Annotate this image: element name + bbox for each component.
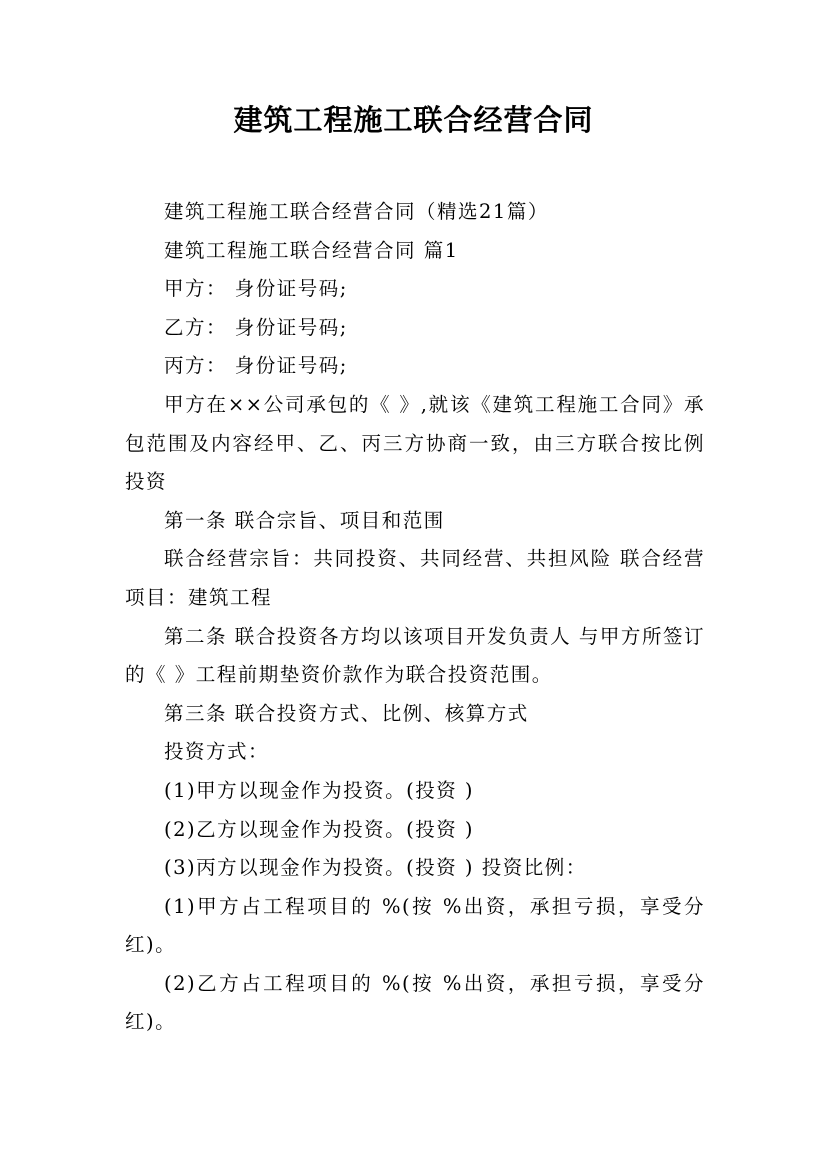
paragraph: (1)甲方以现金作为投资。(投资 )	[164, 778, 475, 802]
paragraph: 建筑工程施工联合经营合同 篇1	[164, 238, 459, 262]
paragraph: 甲方： 身份证号码;	[164, 277, 348, 301]
document-body	[125, 193, 705, 1042]
paragraph: 第三条 联合投资方式、比例、核算方式	[164, 701, 529, 725]
paragraph: (2)乙方占工程项目的 %(按 %出资，承担亏损，享受分红)。	[125, 971, 705, 1034]
paragraph: (3)丙方以现金作为投资。(投资 ) 投资比例：	[164, 856, 587, 880]
document-title: 建筑工程施工联合经营合同	[233, 103, 594, 137]
paragraph: 投资方式：	[164, 740, 270, 764]
paragraph: 丙方： 身份证号码;	[164, 354, 348, 378]
paragraph: (1)甲方占工程项目的 %(按 %出资，承担亏损，享受分红)。	[125, 894, 705, 957]
paragraph: 甲方在××公司承包的《 》,就该《建筑工程施工合同》承包范围及内容经甲、乙、丙三方协商一致，由三方联合按比例投资	[125, 392, 705, 494]
paragraph: (2)乙方以现金作为投资。(投资 )	[164, 817, 475, 841]
paragraph: 联合经营宗旨：共同投资、共同经营、共担风险 联合经营项目：建筑工程	[125, 547, 705, 609]
paragraph: 乙方： 身份证号码;	[164, 315, 348, 339]
paragraph: 建筑工程施工联合经营合同（精选21篇）	[164, 200, 549, 223]
paragraph: 第一条 联合宗旨、项目和范围	[164, 508, 445, 532]
paragraph: 第二条 联合投资各方均以该项目开发负责人 与甲方所签订的《 》工程前期垫资价款作为联合投资范围。	[125, 624, 705, 687]
